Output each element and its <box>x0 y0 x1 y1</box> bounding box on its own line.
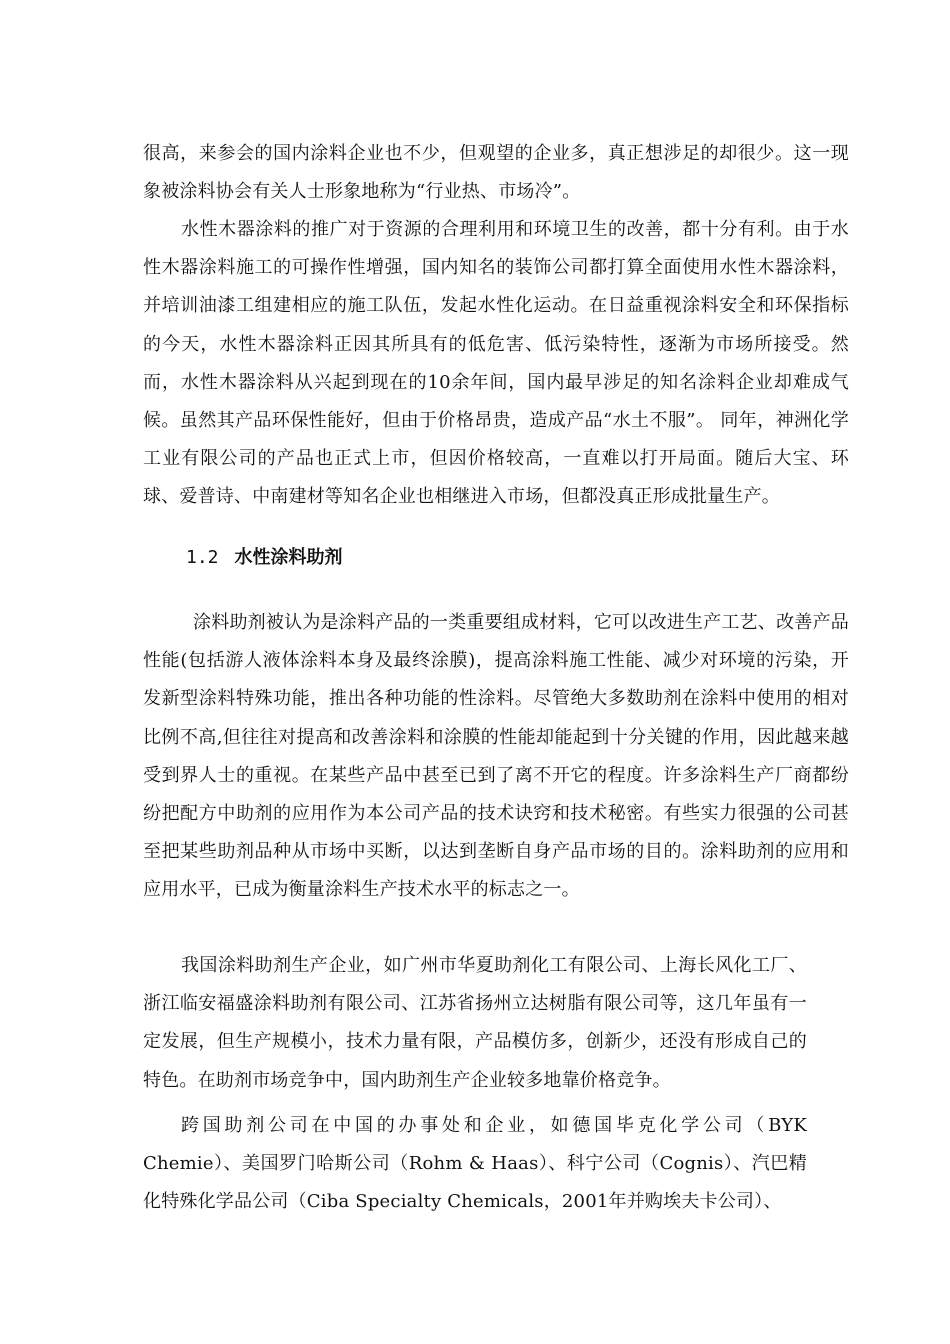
paragraph-continuation: 很高，来参会的国内涂料企业也不少，但观望的企业多，真正想涉足的却很少。这一现象被涂料协会有关人士形象地称为“行业热、市场冷”。 <box>143 143 849 203</box>
section-heading <box>186 539 343 577</box>
paragraph-multinational-companies: 跨国助剂公司在中国的办事处和企业，如德国毕克化学公司（BYK Chemie）、美国罗门哈斯公司（Rohm & Haas）、科宁公司（Cognis）、汽巴精化特殊化学品公司（Ciba Specialty Chemicals，2001年并购埃夫卡公司）、 <box>143 1115 807 1213</box>
section-title: 水性涂料助剂 <box>234 547 343 568</box>
paragraph-coating-additives: 涂料助剂被认为是涂料产品的一类重要组成材料，它可以改进生产工艺、改善产品性能(包括游人液体涂料本身及最终涂膜)，提高涂料施工性能、减少对环境的污染，开发新型涂料特殊功能，推出各种功能的性涂料。尽管绝大多数助剂在涂料中使用的相对比例不高,但往往对提高和改善涂料和涂膜的性能却能起到十分关键的作用，因此越来越受到界人士的重视。在某些产品中甚至已到了离不开它的程度。许多涂料生产厂商都纷纷把配方中助剂的应用作为本公司产品的技术诀窍和技术秘密。有些实力很强的公司甚至把某些助剂品种从市场中买断，以达到垄断自身产品市场的目的。涂料助剂的应用和应用水平，已成为衡量涂料生产技术水平的标志之一。 <box>143 612 849 901</box>
paragraph-domestic-manufacturers: 我国涂料助剂生产企业，如广州市华夏助剂化工有限公司、上海长风化工厂、浙江临安福盛涂料助剂有限公司、江苏省扬州立达树脂有限公司等，这几年虽有一定发展，但生产规模小，技术力量有限，产品模仿多，创新少，还没有形成自己的特色。在助剂市场竞争中，国内助剂生产企业较多地靠价格竞争。 <box>143 955 807 1091</box>
section-number: 1.2 <box>186 547 219 568</box>
paragraph-waterborne-wood-coatings: 水性木器涂料的推广对于资源的合理利用和环境卫生的改善，都十分有利。由于水性木器涂料施工的可操作性增强，国内知名的装饰公司都打算全面使用水性木器涂料，并培训油漆工组建相应的施工队伍，发起水性化运动。在日益重视涂料安全和环保指标的今天，水性木器涂料正因其所具有的低危害、低污染特性，逐渐为市场所接受。然而，水性木器涂料从兴起到现在的10余年间，国内最早涉足的知名涂料企业却难成气候。虽然其产品环保性能好，但由于价格昂贵，造成产品“水土不服”。 同年，神洲化学工业有限公司的产品也正式上市，但因价格较高，一直难以打开局面。随后大宝、环球、爱普诗、中南建材等知名企业也相继进入市场，但都没真正形成批量生产。 <box>143 219 849 508</box>
